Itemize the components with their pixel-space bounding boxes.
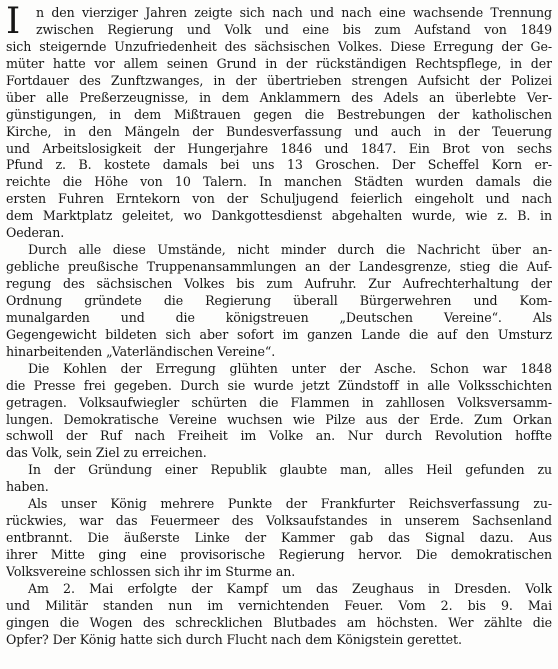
text-line: und Arbeitslosigkeit der Hungerjahre 1846 und 1847. Ein Brot von sechs (6, 140, 552, 156)
text-line: Ordnung gründete die Regierung überall Bürgerwehren und Kom- (6, 292, 552, 308)
paragraph (6, 242, 552, 361)
paragraph (6, 1, 552, 242)
text-line: regung des sächsischen Volkes bis zum Aufruhr. Zur Aufrechterhaltung der (6, 276, 552, 291)
drop-cap: I (6, 1, 21, 42)
text-line: müter hatte vor allem seinen Grund in der rückständigen Rechtspflege, in der (6, 55, 552, 71)
text-line: ihrer Mitte ging eine provisorische Regierung hervor. Die demokratischen (6, 547, 552, 562)
text-line: dem Marktplatz geleitet, wo Dankgottesdienst abgehalten wurde, wie z. B. in (6, 208, 552, 224)
text-line: das Volk, sein Ziel zu erreichen. (6, 445, 207, 461)
text-line: Oederan. (6, 225, 65, 241)
paragraph (6, 496, 552, 581)
text-line: In der Gründung einer Republik glaubte man, alles Heil gefunden zu (28, 462, 552, 478)
text-line: munalgarden und die königstreuen „Deutschen Vereine“. Als (6, 309, 552, 325)
text-line: gebliche preußische Truppenansammlungen an der Landesgrenze, stieg die Auf- (6, 259, 552, 275)
text-line: n den vierziger Jahren zeigte sich nach und nach eine wachsende Trennung (36, 5, 552, 20)
text-line: schwoll der Ruf nach Freiheit im Volke an. Nur durch Revolution hoffte (6, 428, 552, 444)
text-line: Volksvereine schlossen sich ihr im Sturme an. (6, 563, 296, 579)
text-line: Opfer? Der König hatte sich durch Flucht nach dem Königstein gerettet. (6, 631, 462, 647)
text-line: sich steigernde Unzufriedenheit des sächsischen Volkes. Diese Erregung der Ge- (6, 38, 552, 54)
text-line: Gegengewicht bildeten sich aber sofort im ganzen Lande die auf den Umsturz (6, 326, 552, 342)
paragraph (6, 581, 552, 649)
text-line: Durch alle diese Umstände, nicht minder durch die Nachricht über an- (28, 242, 552, 258)
text-line: entbrannt. Die äußerste Linke der Kammer gab das Signal dazu. Aus (6, 530, 552, 546)
text-line: lungen. Demokratische Vereine wuchsen wie Pilze aus der Erde. Zum Orkan (6, 411, 552, 427)
text-line: Pfund z. B. kostete damals bei uns 13 Groschen. Der Scheffel Korn er- (6, 157, 552, 173)
paragraph (6, 361, 552, 463)
text-line: Kirche, in den Mängeln der Bundesverfassung und auch in der Teuerung (6, 123, 552, 139)
text-line: gingen die Wogen des schrecklichen Blutbades am höchsten. Wer zählte die (6, 614, 552, 630)
text-line: die Presse frei gegeben. Durch sie wurde jetzt Zündstoff in alle Volksschichten (6, 377, 552, 393)
text-line: rückwies, war das Feuermeer des Volksaufstandes in unserem Sachsenland (6, 513, 552, 529)
text-line: Am 2. Mai erfolgte der Kampf um das Zeughaus in Dresden. Volk (28, 580, 552, 596)
text-line: und Militär standen nun im vernichtenden Feuer. Vom 2. bis 9. Mai (6, 597, 552, 613)
text-line: über alle Preßerzeugnisse, in dem Anklammern des Adels an überlebte Ver- (6, 89, 552, 105)
text-line: getragen. Volksaufwiegler schürten die Flammen in zahllosen Volksversamm- (6, 394, 552, 410)
text-line: günstigungen, in dem Mißtrauen gegen die Bestrebungen der katholischen (6, 106, 552, 122)
body-text (6, 1, 552, 649)
text-line: haben. (6, 479, 49, 495)
text-line: ersten Fuhren Erntekorn von der Schuljugend feierlich eingeholt und nach (6, 191, 552, 207)
text-line: hinarbeitenden „Vaterländischen Vereine“. (6, 343, 276, 359)
text-line: reichte die Höhe von 10 Talern. In manchen Städten wurden damals die (6, 174, 552, 190)
paragraph (6, 462, 552, 496)
text-line: Die Kohlen der Erregung glühten unter der Asche. Schon war 1848 (28, 360, 552, 376)
text-line: Fortdauer des Zunftzwanges, in der übertrieben strengen Aufsicht der Polizei (6, 72, 552, 88)
text-line: zwischen Regierung und Volk und eine bis zum Aufstand von 1849 (36, 21, 552, 37)
text-line: Als unser König mehrere Punkte der Frankfurter Reichsverfassung zu- (28, 496, 552, 512)
